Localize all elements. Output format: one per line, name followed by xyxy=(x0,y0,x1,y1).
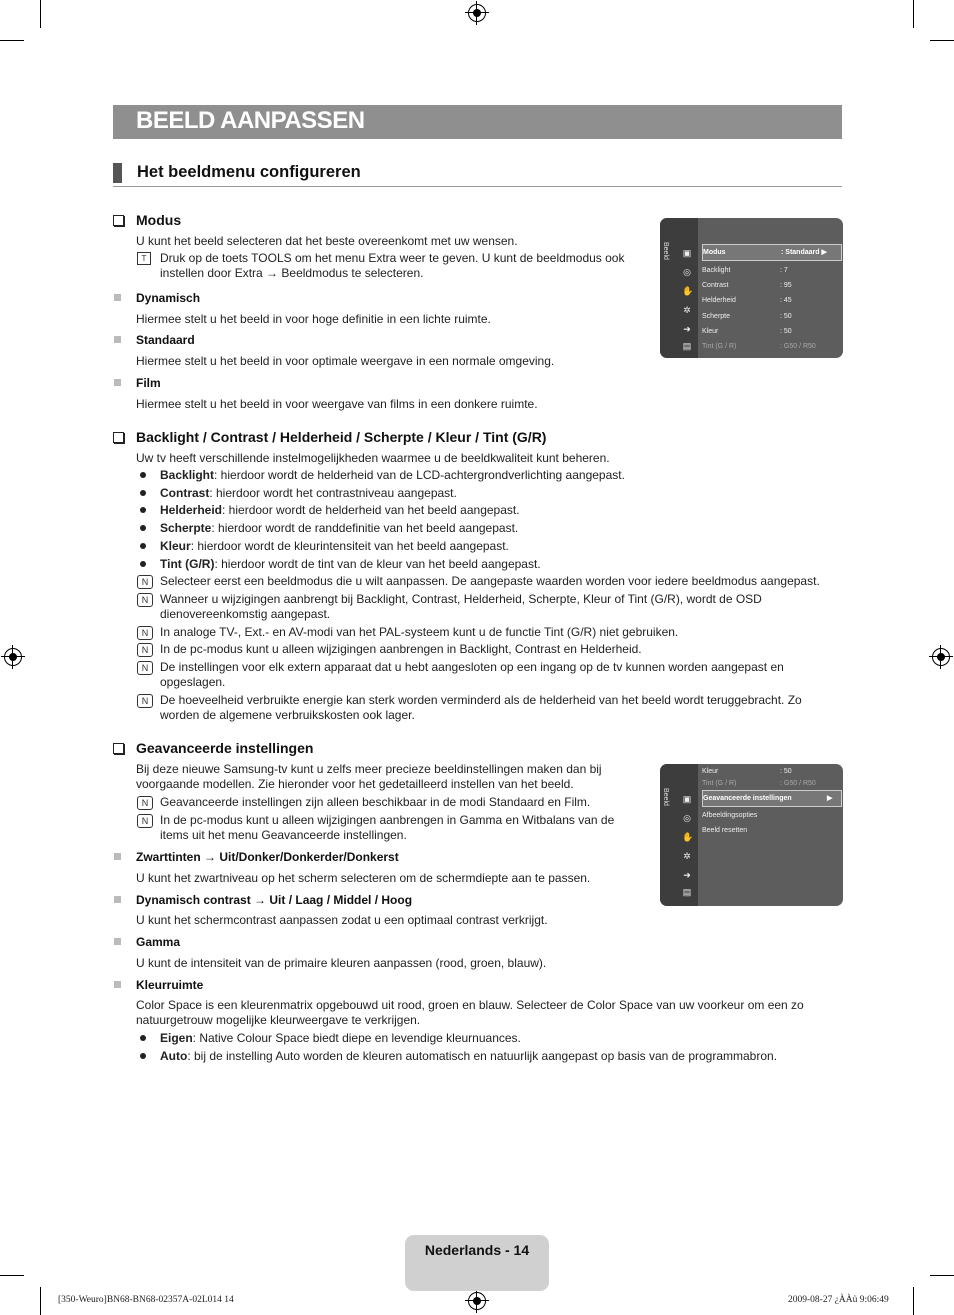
osd-label: Tint (G / R) xyxy=(702,780,737,787)
setting-desc: U kunt het schermcontrast aanpassen zodat u een optimaal contrast verkrijgt. xyxy=(136,913,548,927)
modus-heading: Modus xyxy=(136,212,182,228)
osd-label: Kleur xyxy=(702,328,719,335)
bullet-text: : hierdoor wordt het contrastniveau aangepast. xyxy=(209,486,457,500)
backlight-bullet xyxy=(160,557,541,572)
osd-side-label: Beeld xyxy=(662,242,669,260)
setting-desc: U kunt het zwartniveau op het scherm selecteren om de schermdiepte aan te passen. xyxy=(136,871,591,885)
crop-mark xyxy=(930,40,954,41)
note-icon: N xyxy=(137,796,153,810)
osd-label: Afbeeldingsopties xyxy=(702,812,758,819)
note-text: dienovereenkomstig aangepast. xyxy=(160,607,331,621)
page-number: Nederlands - 14 xyxy=(424,1242,530,1258)
crop-mark xyxy=(913,1287,914,1315)
crop-mark xyxy=(0,1275,24,1276)
colour-space-bullet xyxy=(160,1049,777,1064)
note-icon: N xyxy=(137,626,153,640)
bullet-term: Auto xyxy=(160,1049,188,1063)
note-icon: N xyxy=(137,593,153,607)
bullet-term: Helderheid xyxy=(160,503,223,517)
crop-mark xyxy=(0,40,24,41)
picture-icon: ▣ xyxy=(682,248,692,258)
bullet-text: : hierdoor wordt de kleurintensiteit van het beeld aangepast. xyxy=(190,539,509,553)
osd-row-scherpte[interactable] xyxy=(702,309,840,324)
note-text: In analoge TV-, Ext.- en AV-modi van het PAL-systeem kunt u de functie Tint (G/R) niet gebruiken. xyxy=(160,625,679,639)
page-number-tab xyxy=(405,1235,549,1291)
osd-row-backlight[interactable] xyxy=(702,263,840,278)
osd-label: Scherpte xyxy=(702,313,731,320)
section-title: Het beeldmenu configureren xyxy=(137,163,361,181)
osd-label: Geavanceerde instellingen xyxy=(703,795,792,802)
setup-icon: ✲ xyxy=(683,305,691,315)
bullet-term: Tint (G/R) xyxy=(160,557,215,571)
osd-label: Beeld resetten xyxy=(702,827,748,834)
osd-label: Backlight xyxy=(702,267,731,274)
channel-icon: ✋ xyxy=(682,832,694,842)
osd-label: Helderheid xyxy=(702,297,736,304)
osd-value: : 50 xyxy=(780,328,792,335)
advanced-intro: voorgaande modellen. Zie hieronder voor het gedetailleerd instellen van het beeld. xyxy=(136,777,574,791)
input-icon: ➜ xyxy=(683,324,691,334)
registration-mark-icon xyxy=(932,648,950,666)
osd-row-modus[interactable] xyxy=(702,244,842,261)
bullet-term: Kleur xyxy=(160,539,191,553)
mode-name: Dynamisch xyxy=(136,291,201,305)
osd-value: ▶ xyxy=(827,795,833,802)
mode-name: Standaard xyxy=(136,333,195,347)
osd-value: : 95 xyxy=(780,282,792,289)
colour-space-bullet xyxy=(160,1031,521,1046)
picture-icon: ▣ xyxy=(682,794,692,804)
note-text: De hoeveelheid verbruikte energie kan sterk worden verminderd als de helderheid van het beeld wordt teruggebracht. Zo xyxy=(160,693,802,707)
note-text: worden de algemene verbruikskosten ook lager. xyxy=(160,708,415,722)
bullet-term: Contrast xyxy=(160,486,210,500)
input-icon: ➜ xyxy=(683,870,691,880)
title-bar xyxy=(113,105,842,139)
crop-mark xyxy=(40,1287,41,1315)
osd-value: : G50 / R50 xyxy=(780,780,816,787)
setting-name: Zwarttinten → Uit/Donker/Donkerder/Donkerst xyxy=(136,850,399,864)
crop-mark xyxy=(40,0,41,28)
note-text: items uit het menu Geavanceerde instellingen. xyxy=(160,828,407,842)
osd-label: Kleur xyxy=(702,768,719,775)
section-bar xyxy=(113,163,122,183)
note-text: In de pc-modus kunt u alleen wijzigingen aanbrengen in Gamma en Witbalans van de xyxy=(160,813,615,827)
osd-value: : 50 xyxy=(780,768,792,775)
osd-label: Tint (G / R) xyxy=(702,343,737,350)
osd-advanced-menu xyxy=(660,764,843,906)
registration-mark-icon xyxy=(468,1292,486,1310)
note-icon: N xyxy=(137,661,153,675)
application-icon: ▤ xyxy=(682,887,692,897)
osd-row-picture-reset[interactable] xyxy=(702,823,840,838)
bullet-term: Backlight xyxy=(160,468,215,482)
tools-note: instellen door Extra → Beeldmodus te selecteren. xyxy=(160,266,424,280)
backlight-bullet xyxy=(160,468,625,483)
setting-name: Kleurruimte xyxy=(136,978,204,992)
osd-picture-menu xyxy=(660,218,843,358)
setting-desc: Color Space is een kleurenmatrix opgebouwd uit rood, groen en blauw. Selecteer de Color Space van uw voorkeur om een zo xyxy=(136,998,804,1012)
osd-value: : 50 xyxy=(780,313,792,320)
registration-mark-icon xyxy=(4,648,22,666)
registration-mark-icon xyxy=(468,4,486,22)
osd-label: Modus xyxy=(703,249,726,256)
osd-label: Contrast xyxy=(702,282,729,289)
note-text: De instellingen voor elk extern apparaat dat u hebt aangesloten op een ingang op de tv kunnen worden aangepast en xyxy=(160,660,784,674)
note-text: Selecteer eerst een beeldmodus die u wilt aanpassen. De aangepaste waarden worden voor iedere beeldmodus aangepast. xyxy=(160,574,820,588)
tools-note: Druk op de toets TOOLS om het menu Extra weer te geven. U kunt de beeldmodus ook xyxy=(160,251,625,265)
backlight-heading: Backlight / Contrast / Helderheid / Scherpte / Kleur / Tint (G/R) xyxy=(136,429,547,445)
application-icon: ▤ xyxy=(682,341,692,351)
bullet-text: : Native Colour Space biedt diepe en levendige kleurnuances. xyxy=(192,1031,521,1045)
mode-desc: Hiermee stelt u het beeld in voor optimale weergave in een normale omgeving. xyxy=(136,354,555,368)
note-text: In de pc-modus kunt u alleen wijzigingen aanbrengen in Backlight, Contrast en Helderheid. xyxy=(160,642,642,656)
osd-row-tint xyxy=(702,339,840,354)
section-header xyxy=(113,160,842,187)
setup-icon: ✲ xyxy=(683,851,691,861)
modus-intro: U kunt het beeld selecteren dat het beste overeenkomt met uw wensen. xyxy=(136,234,518,248)
setting-name: Dynamisch contrast → Uit / Laag / Middel / Hoog xyxy=(136,893,413,907)
bullet-text: : hierdoor wordt de randdefinitie van het beeld aangepast. xyxy=(211,521,519,535)
file-info: [350-Weuro]BN68-BN68-02357A-02L014 14 xyxy=(58,1295,234,1305)
bullet-term: Scherpte xyxy=(160,521,212,535)
bullet-text: : hierdoor wordt de helderheid van de LCD-achtergrondverlichting aangepast. xyxy=(214,468,625,482)
note-icon: N xyxy=(137,694,153,708)
setting-name: Gamma xyxy=(136,935,181,949)
note-icon: N xyxy=(137,814,153,828)
channel-icon: ✋ xyxy=(682,286,694,296)
mode-desc: Hiermee stelt u het beeld in voor weergave van films in een donkere ruimte. xyxy=(136,397,538,411)
mode-desc: Hiermee stelt u het beeld in voor hoge definitie in een lichte ruimte. xyxy=(136,312,491,326)
note-icon: N xyxy=(137,575,153,589)
tools-note-icon: T xyxy=(137,252,151,265)
note-text: Wanneer u wijzigingen aanbrengt bij Backlight, Contrast, Helderheid, Scherpte, Kleur of Tint (G/R), wordt de OSD xyxy=(160,592,762,606)
osd-row-advanced[interactable] xyxy=(702,790,842,807)
bullet-text: : bij de instelling Auto worden de kleuren automatisch en natuurlijk aangepast op basis van de programmabron. xyxy=(187,1049,778,1063)
crop-mark xyxy=(930,1275,954,1276)
date-info: 2009-08-27 ¿ÀÀü 9:06:49 xyxy=(788,1295,889,1305)
note-icon: N xyxy=(137,643,153,657)
bullet-term: Eigen xyxy=(160,1031,193,1045)
osd-value: : 45 xyxy=(780,297,792,304)
osd-value: : Standaard ▶ xyxy=(781,249,827,256)
page-title: BEELD AANPASSEN xyxy=(136,107,365,134)
bullet-text: : hierdoor wordt de helderheid van het beeld aangepast. xyxy=(222,503,520,517)
backlight-intro: Uw tv heeft verschillende instelmogelijkheden waarmee u de beeldkwaliteit kunt beheren. xyxy=(136,451,610,465)
backlight-bullet xyxy=(160,539,509,554)
backlight-bullet xyxy=(160,521,518,536)
sound-icon: ◎ xyxy=(683,267,691,277)
bullet-text: : hierdoor wordt de tint van de kleur van het beeld aangepast. xyxy=(214,557,541,571)
advanced-heading: Geavanceerde instellingen xyxy=(136,740,314,756)
note-text: Geavanceerde instellingen zijn alleen beschikbaar in de modi Standaard en Film. xyxy=(160,795,591,809)
osd-side-label: Beeld xyxy=(662,788,669,806)
backlight-bullet xyxy=(160,503,520,518)
sound-icon: ◎ xyxy=(683,813,691,823)
backlight-bullet xyxy=(160,486,457,501)
osd-value: : 7 xyxy=(780,267,788,274)
setting-desc: U kunt de intensiteit van de primaire kleuren aanpassen (rood, groen, blauw). xyxy=(136,956,547,970)
osd-row-picture-options[interactable] xyxy=(702,808,840,823)
advanced-intro: Bij deze nieuwe Samsung-tv kunt u zelfs meer precieze beeldinstellingen maken dan bij xyxy=(136,762,602,776)
osd-row-helderheid[interactable] xyxy=(702,293,840,308)
osd-value: : G50 / R50 xyxy=(780,343,816,350)
note-text: opgeslagen. xyxy=(160,675,226,689)
crop-mark xyxy=(913,0,914,28)
osd-row-kleur[interactable] xyxy=(702,324,840,339)
setting-desc: natuurgetrouw mogelijke kleurweergave te verkrijgen. xyxy=(136,1013,421,1027)
osd-row-tint xyxy=(702,776,840,791)
osd-row-contrast[interactable] xyxy=(702,278,840,293)
mode-name: Film xyxy=(136,376,161,390)
